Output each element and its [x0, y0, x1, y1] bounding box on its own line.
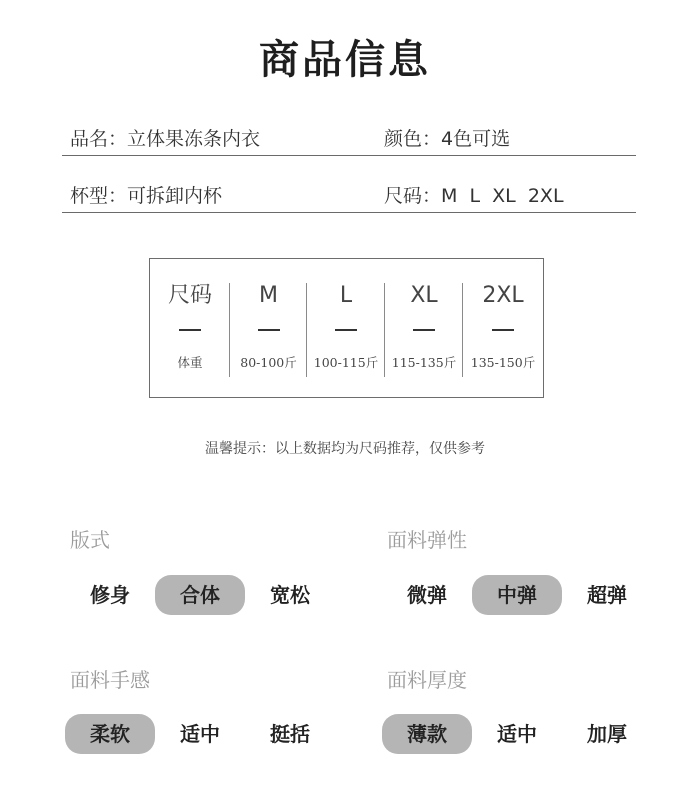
style-option-loose: 宽松	[270, 583, 310, 607]
thickness-option-moderate: 适中	[497, 722, 537, 746]
size-column-l	[307, 281, 385, 381]
size-weight: 80-100斤	[240, 355, 297, 370]
page-title: 商品信息	[259, 37, 431, 83]
size-value: M L XL 2XL	[441, 185, 564, 207]
product-name-field	[70, 124, 260, 151]
size-column-xl	[385, 281, 463, 381]
size-chart-header-label: 尺码	[167, 283, 212, 308]
size-weight: 115-135斤	[391, 355, 457, 370]
feel-option-moderate: 适中	[180, 722, 220, 746]
size-column-m	[230, 281, 307, 381]
size-chart-row-label: 体重	[177, 355, 203, 370]
dash-divider	[179, 329, 201, 331]
elasticity-option-slight: 微弹	[407, 583, 447, 607]
style-option-slim: 修身	[90, 583, 130, 607]
thickness-option-thick: 加厚	[587, 722, 627, 746]
style-option-fit-selected: 合体	[155, 575, 245, 615]
size-label: 尺码：	[384, 185, 442, 207]
attr-label-feel: 面料手感	[70, 668, 150, 692]
dash-divider	[492, 329, 514, 331]
cup-type-label: 杯型：	[70, 185, 128, 207]
color-value: 4色可选	[441, 128, 511, 150]
elasticity-option-super: 超弹	[587, 583, 627, 607]
cup-type-field	[70, 181, 222, 208]
size-name: XL	[410, 283, 438, 308]
product-name-label: 品名：	[70, 128, 128, 150]
size-chart-label-column	[150, 281, 230, 381]
size-weight: 100-115斤	[313, 355, 379, 370]
size-name: L	[339, 283, 353, 308]
info-row-2	[62, 177, 636, 213]
feel-option-soft-selected: 柔软	[65, 714, 155, 754]
thickness-option-thin-selected: 薄款	[382, 714, 472, 754]
color-field	[384, 124, 510, 151]
dash-divider	[413, 329, 435, 331]
size-name: 2XL	[482, 283, 524, 308]
attr-label-thickness: 面料厚度	[387, 668, 467, 692]
cup-type-value: 可拆卸内杯	[127, 185, 223, 207]
size-weight: 135-150斤	[470, 355, 536, 370]
size-chart-table	[149, 258, 544, 398]
color-label: 颜色：	[384, 128, 442, 150]
product-name-value: 立体果冻条内衣	[127, 128, 261, 150]
dash-divider	[335, 329, 357, 331]
dash-divider	[258, 329, 280, 331]
attr-label-style: 版式	[70, 528, 110, 552]
feel-option-crisp: 挺括	[270, 722, 310, 746]
size-tip-note: 温馨提示：以上数据均为尺码推荐，仅供参考	[205, 441, 485, 457]
size-name: M	[259, 283, 278, 308]
size-field	[384, 181, 564, 208]
attr-label-elasticity: 面料弹性	[387, 528, 467, 552]
elasticity-option-medium-selected: 中弹	[472, 575, 562, 615]
size-column-2xl	[463, 281, 543, 381]
info-row-1	[62, 120, 636, 156]
